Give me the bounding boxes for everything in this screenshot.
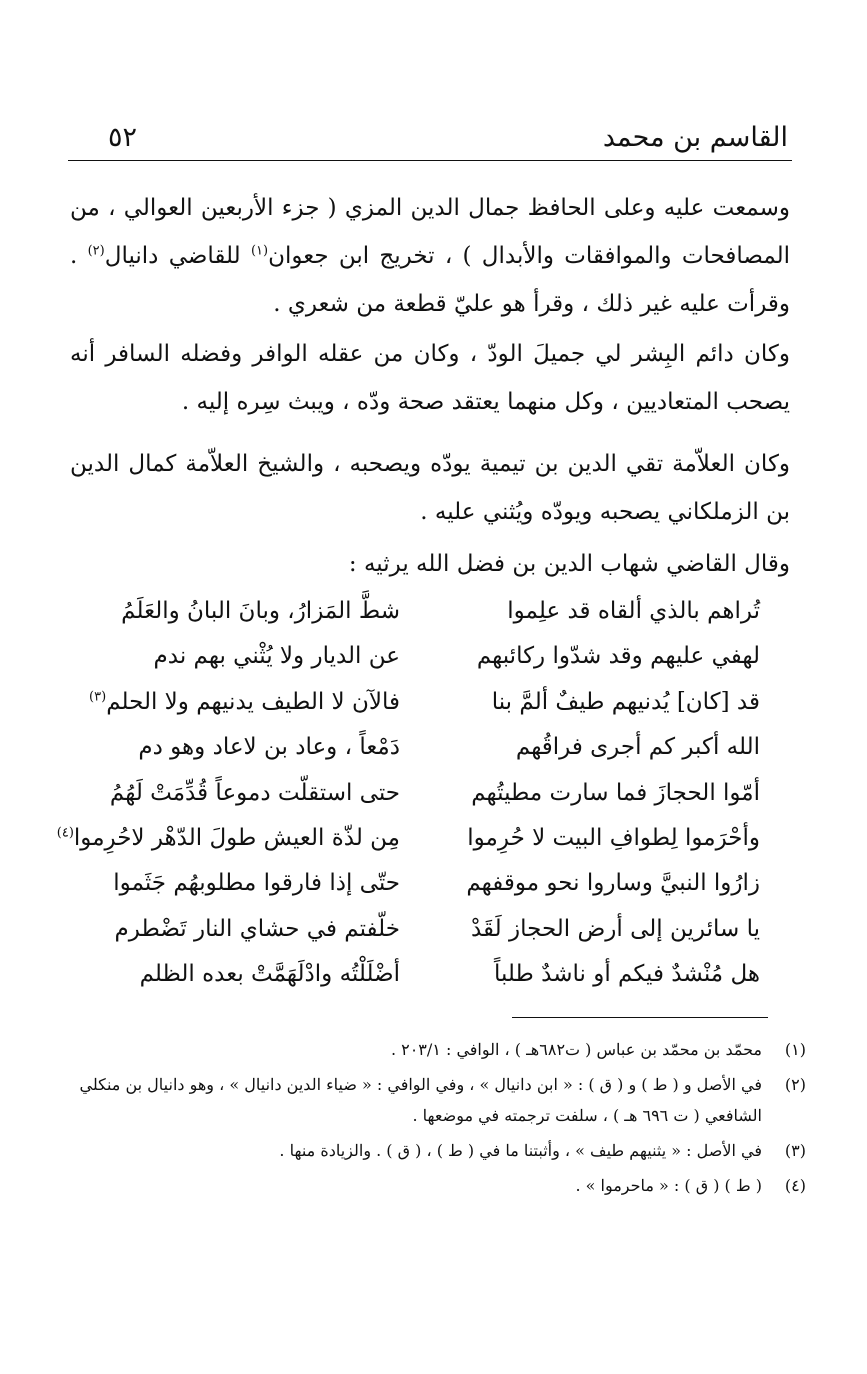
verse-first-hemistich: أمّوا الحجازَ فما سارت مطيتُهم [471, 779, 760, 806]
poem-verse [100, 598, 760, 643]
footnote-number: (١) [784, 1040, 806, 1059]
footnote-text: في الأصل : « يثنيهم طيف » ، وأثبتنا ما في ( ط ) ، ( ق ) . والزيادة منها . [279, 1141, 762, 1160]
verse-second-text: أضْلَلْتُه وادْلَهَمَّتْ بعده الظلم [139, 961, 400, 988]
verse-second-text: عن الديار ولا يُثْني بهم ندم [153, 643, 400, 670]
footnote-ref-3: (٣) [89, 689, 107, 705]
poem-verse [89, 688, 760, 734]
verse-second-text: فالآن لا الطيف يدنيهم ولا الحلم [106, 688, 400, 715]
verse-first-hemistich: الله أكبر كم أجرى فراقُهم [515, 734, 760, 761]
verse-first-hemistich: زارُوا النبيَّ وساروا نحو موقفهم [466, 870, 760, 897]
paragraph-2: وكان دائم البِشر لي جميلَ الودّ ، وكان من عقله الوافر وفضله السافر أنه يصحب المتعاديين ، وكل منهما يعتقد صحة ودّه ، ويبث سِره إليه . [70, 341, 790, 415]
page-header [68, 118, 792, 158]
verse-first-hemistich: هل مُنْشدٌ فيكم أو ناشدٌ طلباً [493, 961, 760, 988]
running-title: القاسم بن محمد [602, 122, 788, 153]
verse-second-text: حتى استقلّت دموعاً قُدِّمَتْ لَهُمُ [109, 779, 400, 806]
paragraph-4: وقال القاضي شهاب الدين بن فضل الله يرثيه : [348, 551, 790, 577]
paragraph-1 [70, 184, 790, 328]
poem-verse [100, 870, 760, 915]
page-number: ٥٢ [108, 122, 138, 153]
poem-verse [56, 824, 760, 870]
footnote-number: (٣) [784, 1141, 806, 1160]
verse-second-hemistich [88, 643, 400, 669]
paragraph-1-text-b: للقاضي دانيال [104, 243, 251, 269]
footnote [76, 1170, 806, 1201]
footnote [76, 1069, 806, 1131]
poem-verse [100, 643, 760, 688]
footnote-ref-4: (٤) [56, 825, 74, 841]
verse-second-text: حتّى إذا فارقوا مطلوبهُم جَثَموا [113, 870, 400, 897]
footnote-ref-2: (٢) [87, 243, 105, 259]
verse-second-hemistich [88, 780, 400, 806]
verse-second-text: مِن لذّة العيش طولَ الدّهْر لاحُرِموا [73, 824, 400, 851]
footnote-number: (٢) [784, 1075, 806, 1094]
footnote-text: في الأصل و ( ط ) و ( ق ) : « ابن دانيال » ، وفي الوافي : « ضياء الدين دانيال » ، وهو دانيال بن منكلي الشافعي ( ت ٦٩٦ هـ ) ، سلفت ترجمته في موضعها . [79, 1075, 762, 1125]
verse-second-hemistich [88, 734, 400, 760]
verse-first-hemistich: لهفي عليهم وقد شدّوا ركائبهم [476, 643, 760, 670]
footnotes [76, 1034, 806, 1205]
verse-second-hemistich [88, 598, 400, 624]
footnote-number: (٤) [784, 1176, 806, 1195]
verse-first-hemistich: يا سائرين إلى أرض الحجاز لَقَدْ [470, 915, 760, 942]
poem-verse [100, 780, 760, 825]
verse-second-text: دَمْعاً ، وعاد بن لاعاد وهو دم [138, 734, 400, 761]
footnote-divider [512, 1017, 768, 1018]
verse-second-hemistich [88, 961, 400, 987]
elegy-poem [56, 598, 760, 1007]
paragraph-1-text-c: . وقرأت عليه غير ذلك ، وقرأ هو عليّ قطعة من شعري . [70, 243, 790, 317]
verse-second-hemistich [56, 824, 400, 851]
verse-second-hemistich [88, 916, 400, 942]
header-divider [68, 160, 792, 161]
paragraph-3: وكان العلاّمة تقي الدين بن تيمية يودّه ويصحبه ، والشيخ العلاّمة كمال الدين بن الزملكاني يصحبه ويودّه ويُثني عليه . [70, 451, 790, 525]
poem-verse [100, 916, 760, 961]
verse-second-text: خلّفتم في حشاي النار تَضْطرم [114, 915, 400, 942]
verse-second-text: شطَّ المَزارُ، وبانَ البانُ والعَلَمُ [121, 598, 400, 624]
poem-verse [100, 961, 760, 1006]
paragraph-1-text-a: وسمعت عليه وعلى الحافظ جمال الدين المزي ( جزء الأربعين العوالي ، من المصافحات والموافقات والأبدال ) ، تخريج ابن جعوان [70, 195, 791, 269]
poem-verse [100, 734, 760, 779]
footnote-text: محمّد بن محمّد بن عباس ( ت٦٨٢هـ ) ، الوافي : ٢٠٣/١ . [390, 1040, 762, 1059]
footnote-ref-1: (١) [250, 243, 269, 259]
verse-second-hemistich [88, 870, 400, 896]
verse-second-hemistich [88, 689, 400, 715]
verse-first-hemistich: قد [كان] يُدنيهم طيفٌ ألمَّ بنا [491, 688, 760, 715]
footnote [76, 1034, 806, 1065]
verse-first-hemistich: وأحْرَموا لِطوافِ البيت لا حُرِموا [467, 824, 760, 851]
footnote-text: ( ط ) ( ق ) : « ماحرموا » . [575, 1176, 762, 1195]
footnote [76, 1135, 806, 1166]
verse-first-hemistich: تُراهم بالذي ألقاه قد علِموا [507, 598, 760, 624]
